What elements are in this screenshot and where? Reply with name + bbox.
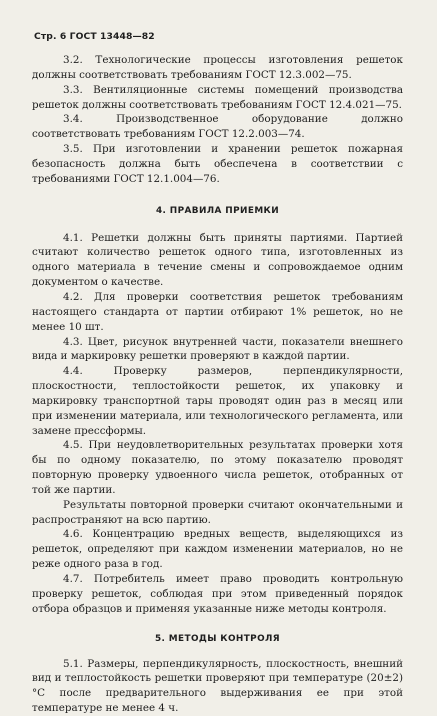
paragraph-4-2: 4.2. Для проверки соответствия решеток требованиям настоящего стандарта от партии отбирают 1% решеток, но не менее 10 шт. (32, 290, 403, 333)
document-body (32, 53, 403, 716)
paragraph-4-3: 4.3. Цвет, рисунок внутренней части, показатели внешнего вида и маркировку решетки проверяют в каждой партии. (32, 335, 403, 363)
section-title-5: 5. МЕТОДЫ КОНТРОЛЯ (154, 633, 281, 644)
section-title-4: 4. ПРАВИЛА ПРИЕМКИ (155, 205, 280, 216)
paragraph-4-5-result: Результаты повторной проверки считают окончательными и распространяют на всю партию. (32, 498, 403, 526)
page-header: Стр. 6 ГОСТ 13448—82 (34, 31, 155, 42)
paragraph-3-5: 3.5. При изготовлении и хранении решеток пожарная безопасность должна быть обеспечена в соответствии с требованиями ГОСТ 12.1.004—76. (32, 143, 403, 185)
paragraph-4-1: 4.1. Решетки должны быть приняты партиями. Партией считают количество решеток одного типа, изготовленных из одного материала в течение смены и сопровождаемое одним документом о качестве. (32, 231, 403, 289)
paragraph-4-6: 4.6. Концентрацию вредных веществ, выделяющихся из решеток, определяют при каждом изменении материалов, но не реже одного раза в год. (32, 528, 403, 571)
paragraph-3-4: 3.4. Производственное оборудование должно соответствовать требованиям ГОСТ 12.2.003—74. (32, 113, 403, 141)
paragraph-4-5: 4.5. При неудовлетворительных результатах проверки хотя бы по одному показателю, по этому показателю проводят повторную проверку удвоенного числа решеток, отобранных от той же партии. (32, 439, 403, 496)
paragraph-4-4: 4.4. Проверку размеров, перпендикулярности, плоскостности, теплостойкости решеток, их упаковку и маркировку транспортной тары проводят один раз в месяц или при изменении материала, или технологического регламента, или замене прессформы. (32, 365, 403, 437)
paragraph-5-1: 5.1. Размеры, перпендикулярность, плоскостность, внешний вид и теплостойкость решетки проверяют при температуре (20±2)°С после предварительного выдерживания ее при этой температуре не менее 4 ч. (32, 657, 403, 715)
paragraph-3-2: 3.2. Технологические процессы изготовления решеток должны соответствовать требованиям ГОСТ 12.3.002—75. (32, 54, 403, 81)
paragraph-4-7: 4.7. Потребитель имеет право проводить контрольную проверку решеток, соблюдая при этом приведенный порядок отбора образцов и применяя указанные ниже методы контроля. (32, 573, 403, 615)
paragraph-3-3: 3.3. Вентиляционные системы помещений производства решеток должны соответствовать требованиям ГОСТ 12.4.021—75. (32, 83, 403, 111)
